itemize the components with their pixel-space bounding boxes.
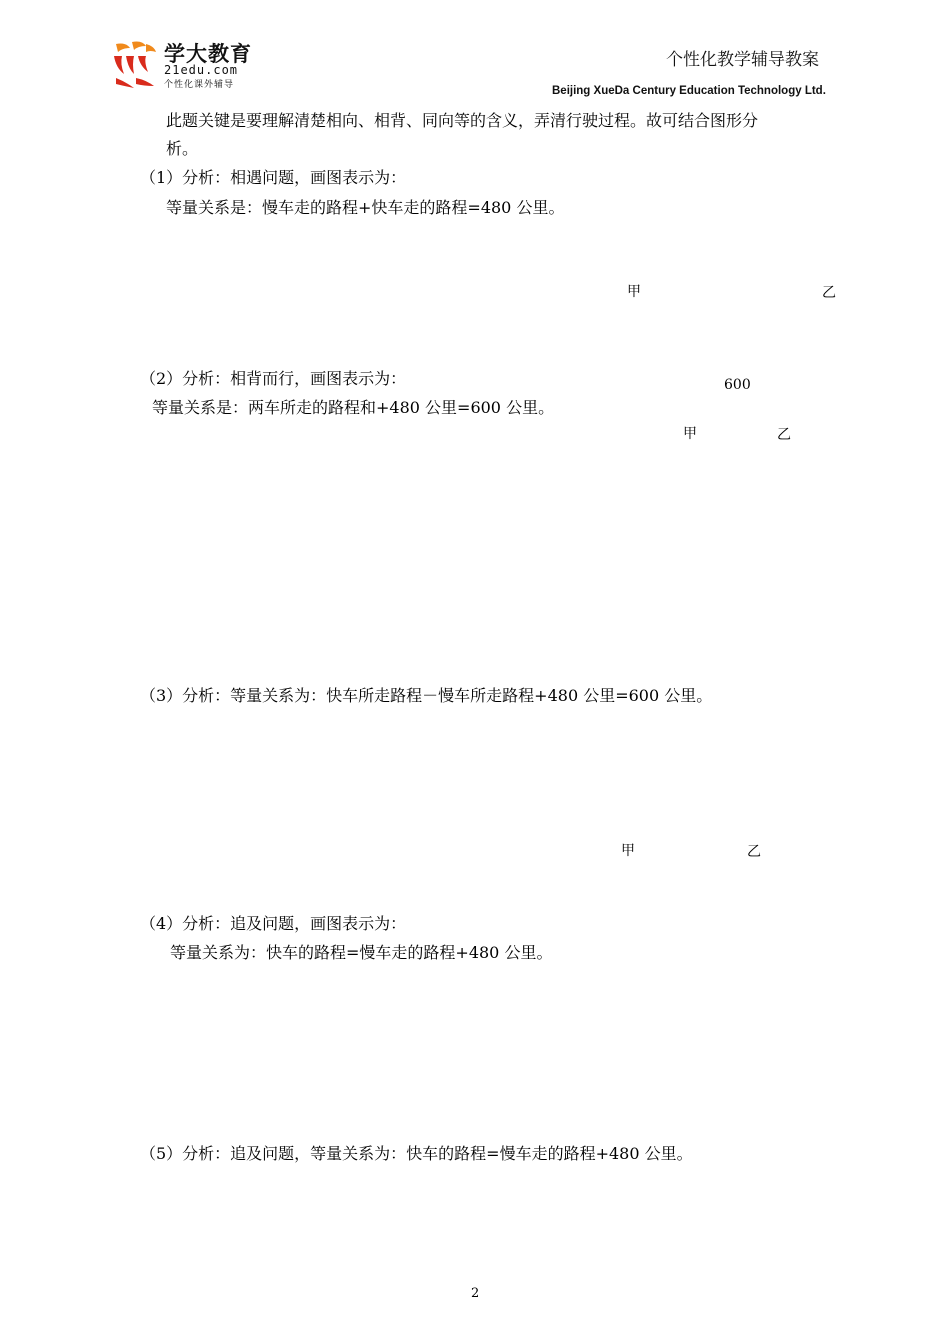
xueda-logo-icon: [112, 40, 158, 90]
part1-label-yi: 乙: [822, 285, 836, 301]
intro-line-2: 析。: [166, 139, 199, 158]
part1-heading: （1）分析：相遇问题，画图表示为：: [140, 168, 407, 187]
logo-tagline: 个性化课外辅导: [164, 80, 235, 90]
part4-equation: 等量关系为：快车的路程=慢车走的路程+480 公里。: [170, 943, 553, 962]
part3-heading: （3）分析：等量关系为：快车所走路程－慢车所走路程+480 公里=600 公里。: [140, 686, 713, 705]
part2-heading: （2）分析：相背而行，画图表示为：: [140, 369, 407, 388]
part5-heading: （5）分析：追及问题，等量关系为：快车的路程=慢车走的路程+480 公里。: [140, 1144, 693, 1163]
logo-chinese-name: 学大教育: [164, 42, 252, 66]
header-title: 个性化教学辅导教案: [666, 50, 819, 70]
logo-domain: 21edu.com: [164, 63, 239, 77]
part1-label-jia: 甲: [627, 284, 641, 300]
page-number: 2: [471, 1286, 480, 1301]
part3-label-yi: 乙: [747, 844, 761, 860]
company-logo: [112, 40, 262, 92]
part4-heading: （4）分析：追及问题，画图表示为：: [140, 914, 407, 933]
part2-label-yi: 乙: [777, 427, 791, 443]
part2-equation: 等量关系是：两车所走的路程和+480 公里=600 公里。: [152, 398, 555, 417]
part2-distance-label: 600: [724, 377, 751, 393]
part1-equation: 等量关系是：慢车走的路程+快车走的路程=480 公里。: [166, 198, 565, 217]
header-company: Beijing XueDa Century Education Technology Ltd.: [552, 85, 826, 97]
intro-line-1: 此题关键是要理解清楚相向、相背、同向等的含义，弄清行驶过程。故可结合图形分: [166, 111, 759, 130]
part3-label-jia: 甲: [621, 843, 635, 859]
part2-label-jia: 甲: [683, 426, 697, 442]
